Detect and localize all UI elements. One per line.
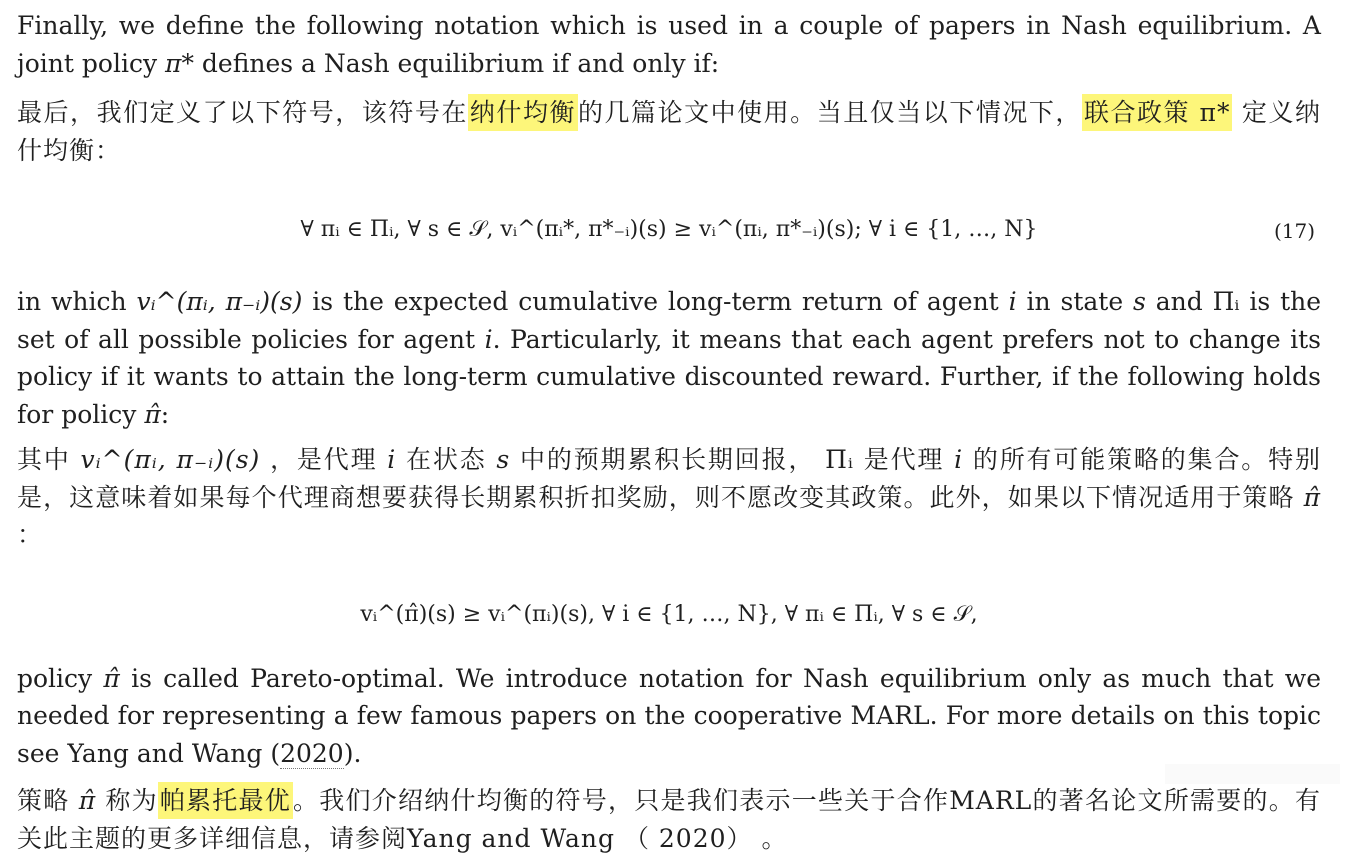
paragraph-pareto-zh — [17, 782, 1321, 857]
highlight-nash-equilibrium: 纳什均衡 — [468, 94, 578, 131]
math-symbol: s — [496, 445, 511, 474]
text-segment: in state — [1016, 287, 1133, 316]
math-symbol: Πᵢ — [1212, 287, 1240, 316]
paragraph-value-definition-en — [17, 283, 1321, 433]
text-segment: 定义纳什均衡： — [17, 98, 1321, 165]
paragraph-pareto-en — [17, 660, 1321, 773]
equation-17: ∀ πᵢ ∈ Πᵢ, ∀ s ∈ 𝒮, vᵢ^(πᵢ*, π*₋ᵢ)(s) ≥ vᵢ^(πᵢ, π*₋ᵢ)(s); ∀ i ∈ {1, …, N} — [300, 217, 1038, 242]
text-segment: policy — [17, 663, 104, 693]
text-segment: ，是代理 — [260, 445, 388, 474]
citation-link-2020[interactable]: 2020 — [280, 738, 344, 768]
text-segment: 策略 — [17, 786, 79, 815]
text-segment: Finally, we define the following notation which is used in a couple of papers in Nash equilibrium. A joint policy — [17, 11, 1321, 78]
math-symbol: i — [484, 324, 493, 354]
math-symbol: π* — [165, 48, 194, 78]
math-symbol: i — [387, 445, 397, 474]
text-segment: 的几篇论文中使用。当且仅当以下情况下， — [578, 98, 1082, 127]
text-segment: is the expected cumulative long-term return of agent — [302, 287, 1009, 316]
text-segment: 称为 — [96, 786, 158, 815]
math-symbol: i — [1008, 287, 1017, 316]
text-segment: 。我们介绍纳什均衡的符号，只是我们表示一些关于合作MARL的著名论文所需要的。有关此主题的更多详细信息，请参阅Yang and Wang （ 2020） 。 — [17, 786, 1321, 853]
highlight-joint-policy: 联合政策 π* — [1082, 94, 1233, 131]
text-segment: ). — [343, 738, 362, 768]
text-segment: 其中 — [17, 445, 81, 474]
text-segment: is the set of all possible policies for agent — [17, 287, 1322, 354]
equation-17-block — [17, 169, 1321, 283]
paragraph-nash-definition-zh — [17, 94, 1321, 169]
text-segment: is called Pareto-optimal. We introduce notation for Nash equilibrium only as much that we needed for representing a few famous papers on the cooperative MARL. For more details on this topic see Yang and Wang ( — [17, 663, 1321, 768]
text-segment: 是代理 — [853, 445, 955, 474]
paragraph-value-definition-zh — [17, 441, 1321, 554]
text-segment: . Particularly, it means that each agent prefers not to change its policy if it wants to attain the long-term cumulative discounted reward. Further, if the following holds for policy — [17, 324, 1321, 429]
math-symbol: s — [1133, 287, 1146, 316]
math-symbol: i — [954, 445, 964, 474]
math-symbol: Πᵢ — [825, 445, 854, 474]
math-symbol: vᵢ^(πᵢ, π₋ᵢ)(s) — [136, 287, 303, 316]
math-symbol: π̂ — [103, 663, 120, 693]
text-segment: 最后，我们定义了以下符号，该符号在 — [17, 98, 468, 127]
paragraph-nash-definition-en — [17, 7, 1321, 82]
math-symbol: π̂ — [144, 399, 161, 429]
text-segment: : — [160, 399, 170, 429]
highlight-pareto-optimal: 帕累托最优 — [158, 782, 293, 819]
paper-page — [17, 0, 1321, 857]
equation-pareto: vᵢ^(π̂)(s) ≥ vᵢ^(πᵢ)(s), ∀ i ∈ {1, …, N}, ∀ πᵢ ∈ Πᵢ, ∀ s ∈ 𝒮, — [360, 601, 978, 627]
text-segment: 的所有可能策略的集合。特别是，这意味着如果每个代理商想要获得长期累积折扣奖励，则不愿改变其政策。此外，如果以下情况适用于策略 — [17, 445, 1321, 512]
math-symbol: vᵢ^(πᵢ, π₋ᵢ)(s) — [80, 445, 261, 474]
text-segment: and — [1145, 287, 1213, 316]
text-segment: in which — [17, 287, 137, 316]
text-segment: ： — [17, 520, 44, 549]
text-segment: defines a Nash equilibrium if and only if: — [193, 48, 720, 78]
equation-pareto-block — [17, 554, 1321, 660]
faded-corner-overlay — [1165, 764, 1340, 784]
text-segment: 在状态 — [396, 445, 497, 474]
math-symbol: π̂ — [1303, 482, 1321, 512]
equation-number: (17) — [1273, 219, 1315, 243]
text-segment: 中的预期累积长期回报， — [510, 445, 826, 474]
math-symbol: π̂ — [78, 786, 97, 815]
